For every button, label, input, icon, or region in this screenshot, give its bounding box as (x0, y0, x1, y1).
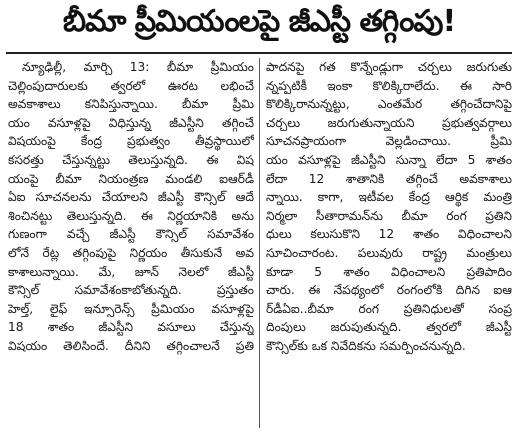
article-right-column (266, 58, 512, 430)
article-line: కూడా 5 శాతం విధించాలని ప్రతిపాదిం (266, 264, 512, 279)
article-line: చర్చలు జరుగుతున్నాయని ప్రభుత్వవర్గాలు (266, 115, 512, 130)
article-line: శించినట్టు తెలుస్తున్నది. ఈ నిర్ణయానికి అను (8, 208, 254, 223)
article-line: సూచనప్రాయంగా వెల్లడించాయి. ప్రీమి (266, 134, 512, 149)
article-line: న్నప్పటికీ ఇంకా కొలిక్కిరాలేదు. ఈ సారి (266, 78, 512, 93)
article-line: విషయం తెలిసిందే. దీనిని తగ్గించాలనే ప్రతి (8, 338, 254, 353)
article-line: కొలిక్కిరానున్నట్టు, ఎంతమేర తగ్గించేదానిపై (266, 97, 512, 112)
article-line: దింపులు జరుపుతున్నది. త్వరలో జీఎస్టీ (266, 320, 512, 335)
article-line: సూచించారంట. పలువురు రాష్ట్ర మంత్రులు (266, 245, 512, 260)
article-line: కసరత్తు చేస్తున్నట్టు తెలుస్తున్నది. ఈ విష (8, 152, 254, 167)
article-line: యం వసూళ్లపై విధిస్తున్న జీఎస్టీని తగ్గించే (8, 115, 254, 130)
article-line: చారు. ఈ నేపథ్యంలో రంగంలోకి దిగిన ఐఆ (266, 283, 512, 298)
article-line: లేదా 12 శాతానికి తగ్గించే అవకాశాలు (266, 171, 512, 186)
article-line: గుణంగా వచ్చే జీఎస్టీ కౌన్సిల్ సమావేశం (8, 227, 254, 242)
headline-rule (6, 52, 512, 54)
article-line: ఏఐ సూచనలను చేయాలని జీఎస్టీ కౌన్సిల్ ఆదే (8, 190, 254, 205)
article-left-column (8, 58, 254, 430)
column-divider (259, 58, 260, 428)
article-line: పాదనపై గత కొన్నేండ్లుగా చర్చలు జరుగుతు (266, 60, 512, 74)
article-line: విషయంపై కేంద్ర ప్రభుత్వం తీవ్రస్థాయిలో (8, 134, 254, 149)
article-line: న్యూఢిల్లీ, మార్చి 13: బీమా ప్రీమియం (22, 60, 254, 74)
article-line: కాశాలున్నాయి. మే, జూన్ నెలలో జీఎస్టీ (8, 264, 254, 279)
article-line: న్నాయి. కాగా, ఇటీవల కేంద్ర ఆర్థిక మంత్రి (266, 190, 512, 205)
article-line: చెల్లింపుదారులకు త్వరలో ఊరట లభించే (8, 78, 254, 93)
article-line: ధులు కలుసుకొని 12 శాతం విధించాలని (266, 227, 512, 242)
article-line: యంపై బీమా నియంత్రణ మండలి ఐఆర్‌డీ (8, 171, 254, 186)
article-line: యం వసూళ్లపై జీఎస్టీని సున్నా లేదా 5 శాతం (266, 152, 512, 167)
article-line: హెల్త్, లైఫ్ ఇన్సూరెన్స్ ప్రీమియం వసూళ్లపై (8, 301, 254, 316)
article-line: లోనే రేట్ల తగ్గింపుపై నిర్ణయం తీసుకునే అవ (8, 245, 254, 260)
article-line: ర్‌డీఏఐ..బీమా రంగ ప్రతినిధులతో సంప్ర (266, 301, 512, 316)
article-line: కౌన్సిల్ సమావేశంకాబోతున్నది. ప్రస్తుతం (8, 283, 254, 298)
article-line: 18 శాతం జీఎస్టీని వసూలు చేస్తున్న (8, 320, 254, 335)
article-line: అవకాశాలు కనిపిస్తున్నాయి. బీమా ప్రీమి (8, 97, 254, 112)
article-line: నిర్మలా సీతారామన్‌ను బీమా రంగ ప్రతిని (266, 208, 512, 223)
headline: బీమా ప్రీమియంలపై జీఎస్టీ తగ్గింపు! (62, 4, 456, 39)
article-line: కౌన్సిల్‌కు ఒక నివేదికను సమర్పించనున్నది. (266, 338, 466, 353)
